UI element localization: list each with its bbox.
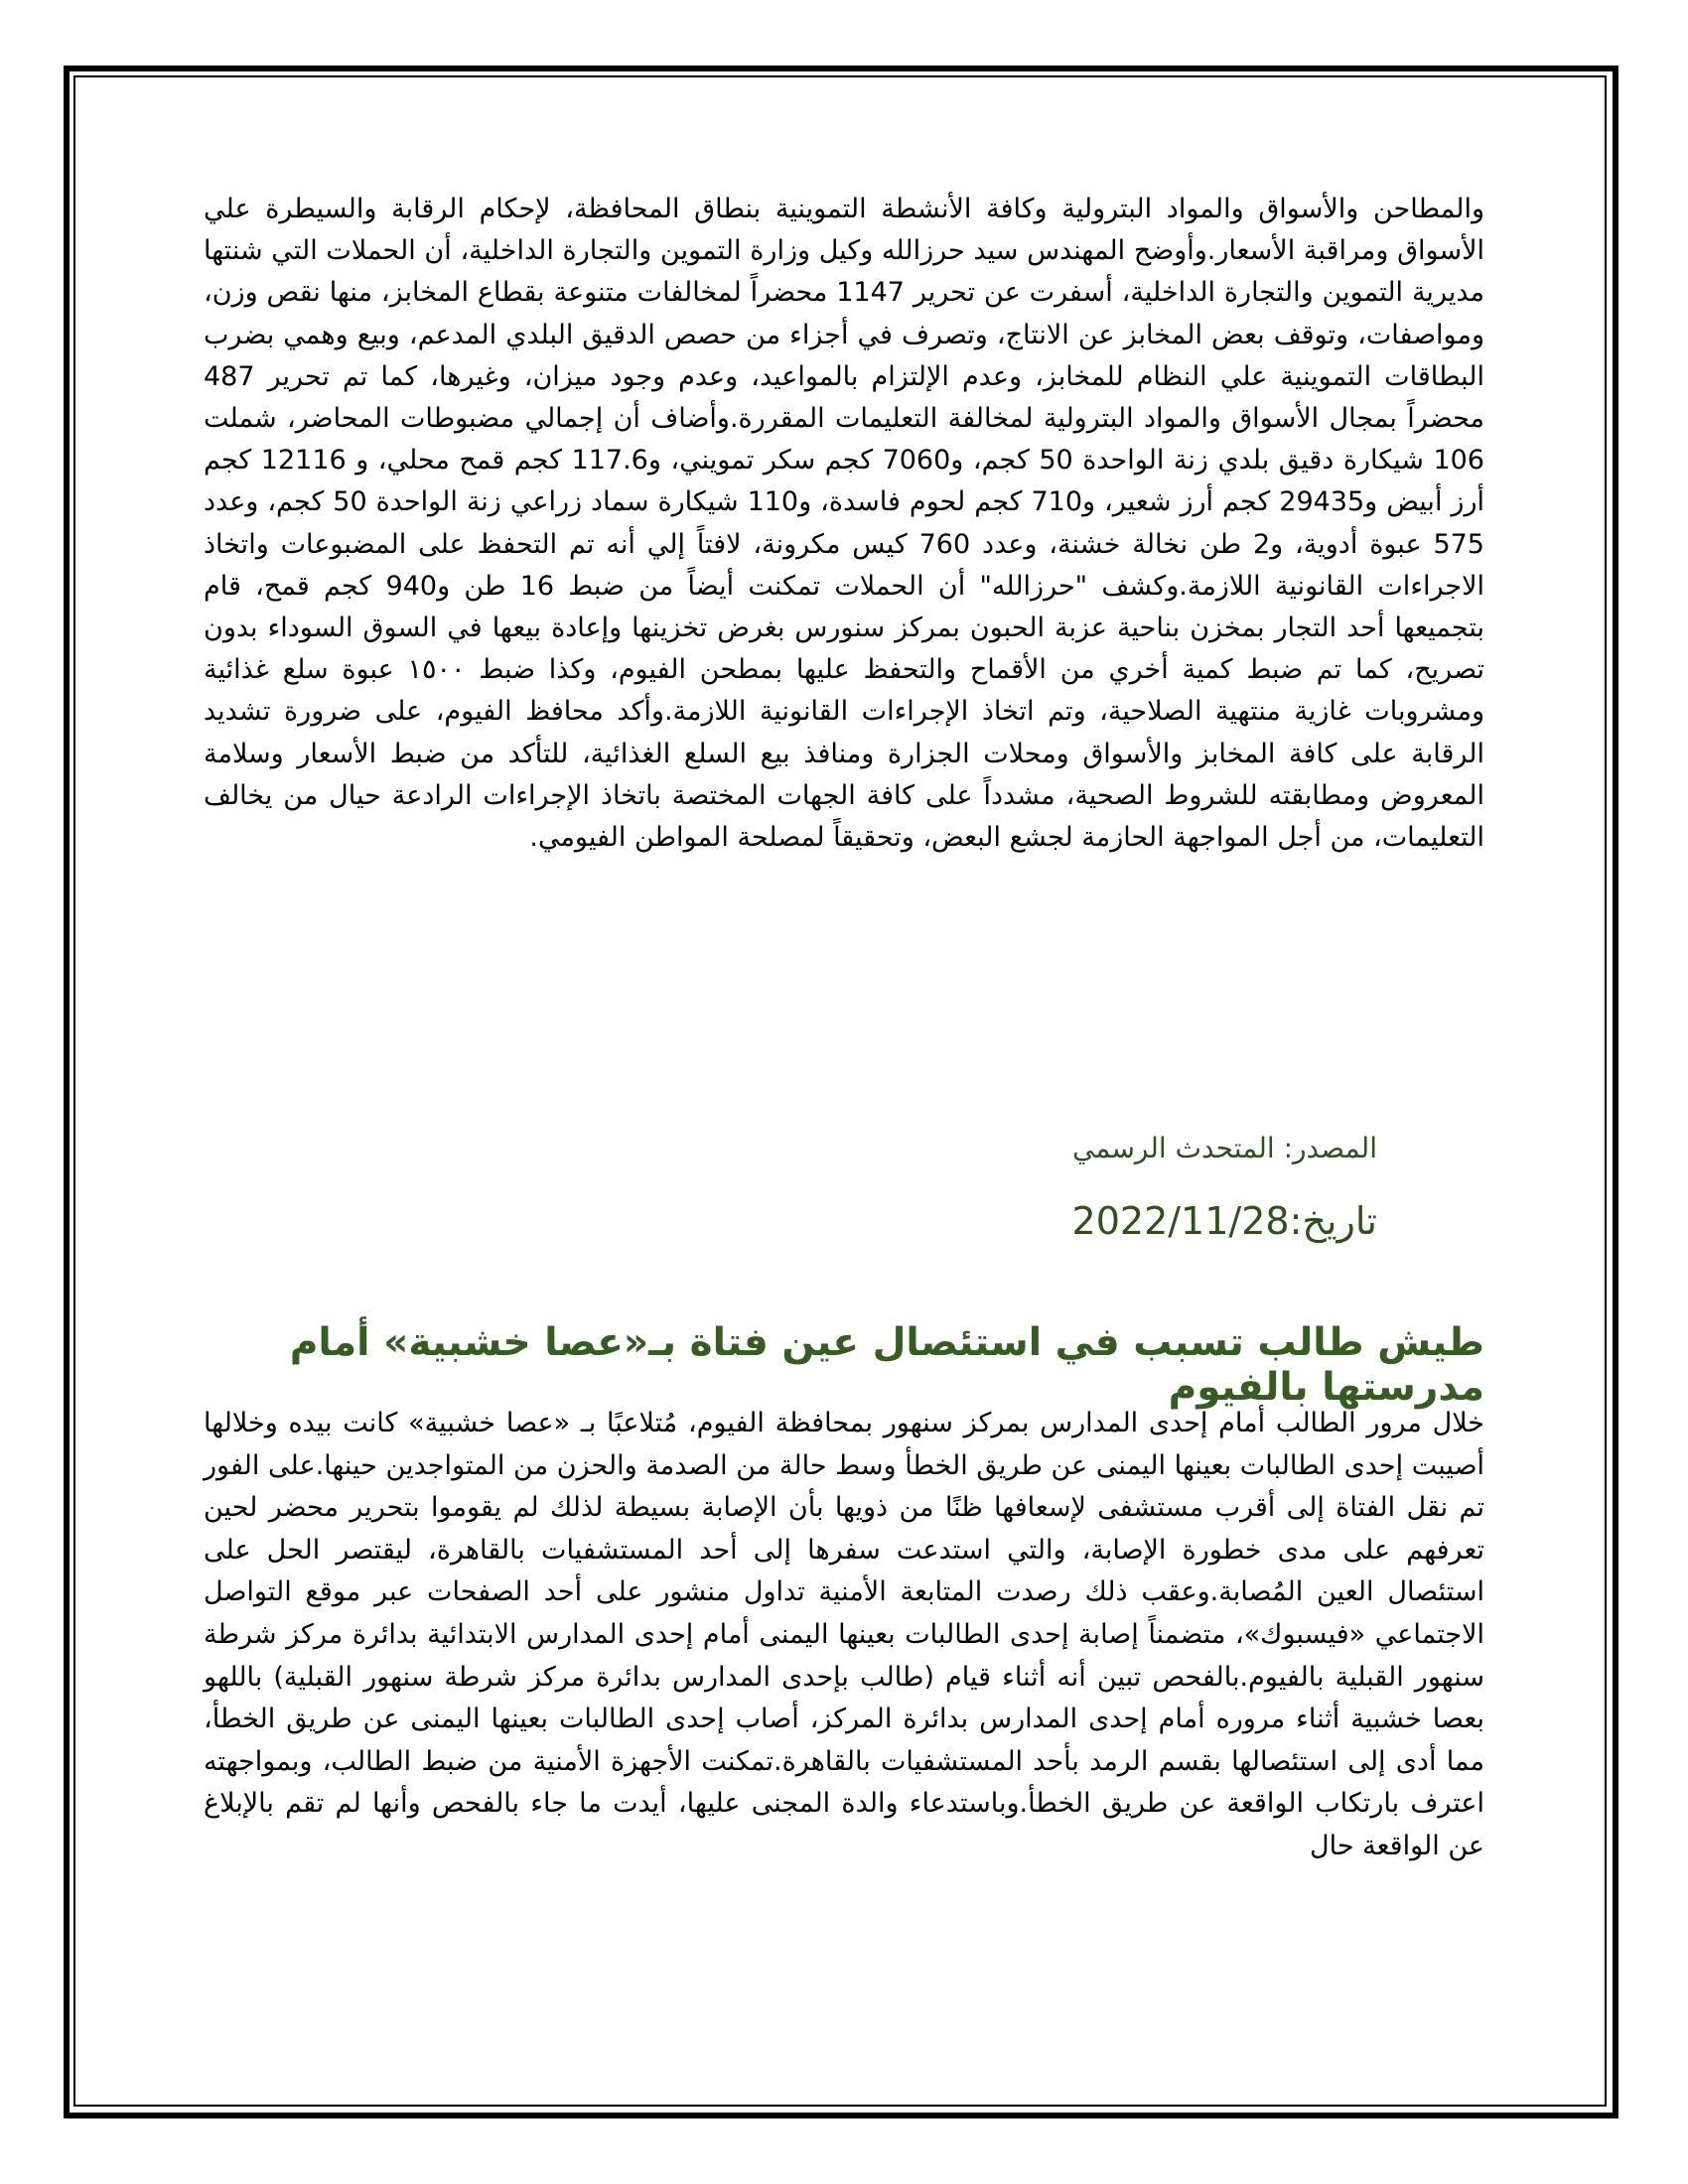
article-2-body: خلال مرور الطالب أمام إحدى المدارس بمركز سنهور بمحافظة الفيوم، مُتلاعبًا بـ «عصا خشبية» كانت بيده وخلالها أصيبت إحدى الطالبات بعينها اليمنى عن طريق الخطأ وسط حالة من الصدمة والحزن من المتواجدين حينها.على الفور تم نقل الفتاة إلى أقرب مستشفى لإسعافها ظنًا من ذويها بأن الإصابة بسيطة لذلك لم يقوموا بتحرير محضر لحين تعرفهم على مدى خطورة الإصابة، والتي استدعت سفرها إلى أحد المستشفيات بالقاهرة، ليقتصر الحل على استئصال العين المُصابة.وعقب ذلك رصدت المتابعة الأمنية تداول منشور على أحد الصفحات عبر موقع التواصل الاجتماعي «فيسبوك»، متضمناً إصابة إحدى الطالبات بعينها اليمنى أمام إحدى المدارس الابتدائية بدائرة مركز شرطة سنهور القبلية بالفيوم.بالفحص تبين أنه أثناء قيام (طالب بإحدى المدارس بدائرة مركز شرطة سنهور القبلية) باللهو بعصا خشبية أثناء مروره أمام إحدى المدارس بدائرة المركز، أصاب إحدى الطالبات بعينها اليمنى عن طريق الخطأ، مما أدى إلى استئصالها بقسم الرمد بأحد المستشفيات بالقاهرة.تمكنت الأجهزة الأمنية من ضبط الطالب، وبمواجهته اعترف بارتكاب الواقعة عن طريق الخطأ.وباستدعاء والدة المجنى عليها، أيدت ما جاء بالفحص وأنها لم تقم بالإبلاغ عن الواقعة حال	[204, 1408, 1484, 1861]
article-source: المصدر: المتحدث الرسمي	[1071, 1132, 1377, 1164]
article-date: تاريخ:2022/11/28	[1071, 1199, 1377, 1243]
article-1-body: والمطاحن والأسواق والمواد البترولية وكافة الأنشطة التموينية بنطاق المحافظة، لإحكام الرقابة والسيطرة علي الأسواق ومراقبة الأسعار.وأوضح المهندس سيد حرزالله وكيل وزارة التموين والتجارة الداخلية، أن الحملات التي شنتها مديرية التموين والتجارة الداخلية، أسفرت عن تحرير 1147 محضراً لمخالفات متنوعة بقطاع المخابز، منها نقص وزن، ومواصفات، وتوقف بعض المخابز عن الانتاج، وتصرف في أجزاء من حصص الدقيق البلدي المدعم، وبيع وهمي بضرب البطاقات التموينية علي النظام للمخابز، وعدم الإلتزام بالمواعيد، وعدم وجود ميزان، وغيرها، كما تم تحرير 487 محضراً بمجال الأسواق والمواد البترولية لمخالفة التعليمات المقررة.وأضاف أن إجمالي مضبوطات المحاضر، شملت 106 شيكارة دقيق بلدي زنة الواحدة 50 كجم، و7060 كجم سكر تمويني، و117.6 كجم قمح محلي، و 12116 كجم أرز أبيض و29435 كجم أرز شعير، و710 كجم لحوم فاسدة، و110 شيكارة سماد زراعي زنة الواحدة 50 كجم، وعدد 575 عبوة أدوية، و2 طن نخالة خشنة، وعدد 760 كيس مكرونة، لافتاً إلي أنه تم التحفظ على المضبوعات واتخاذ الاجراءات القانونية اللازمة.وكشف "حرزالله" أن الحملات تمكنت أيضاً من ضبط 16 طن و940 كجم قمح، قام بتجميعها أحد التجار بمخزن بناحية عزبة الحبون بمركز سنورس بغرض تخزينها وإعادة بيعها في السوق السوداء بدون تصريح، كما تم ضبط كمية أخري من الأقماح والتحفظ عليها بمطحن الفيوم، وكذا ضبط ١٥٠٠ عبوة سلع غذائية ومشروبات غازية منتهية الصلاحية، وتم اتخاذ الإجراءات القانونية اللازمة.وأكد محافظ الفيوم، على ضرورة تشديد الرقابة على كافة المخابز والأسواق ومحلات الجزارة ومنافذ بيع السلع الغذائية، للتأكد من ضبط الأسعار وسلامة المعروض ومطابقته للشروط الصحية، مشدداً على كافة الجهات المختصة باتخاذ الإجراءات الرادعة حيال من يخالف التعليمات، من أجل المواجهة الحازمة لجشع البعض، وتحقيقاً لمصلحة المواطن الفيومي.	[204, 194, 1485, 854]
article-2-headline: طيش طالب تسبب في استئصال عين فتاة بـ«عصا خشبية» أمام مدرستها بالفيوم	[289, 1320, 1484, 1410]
